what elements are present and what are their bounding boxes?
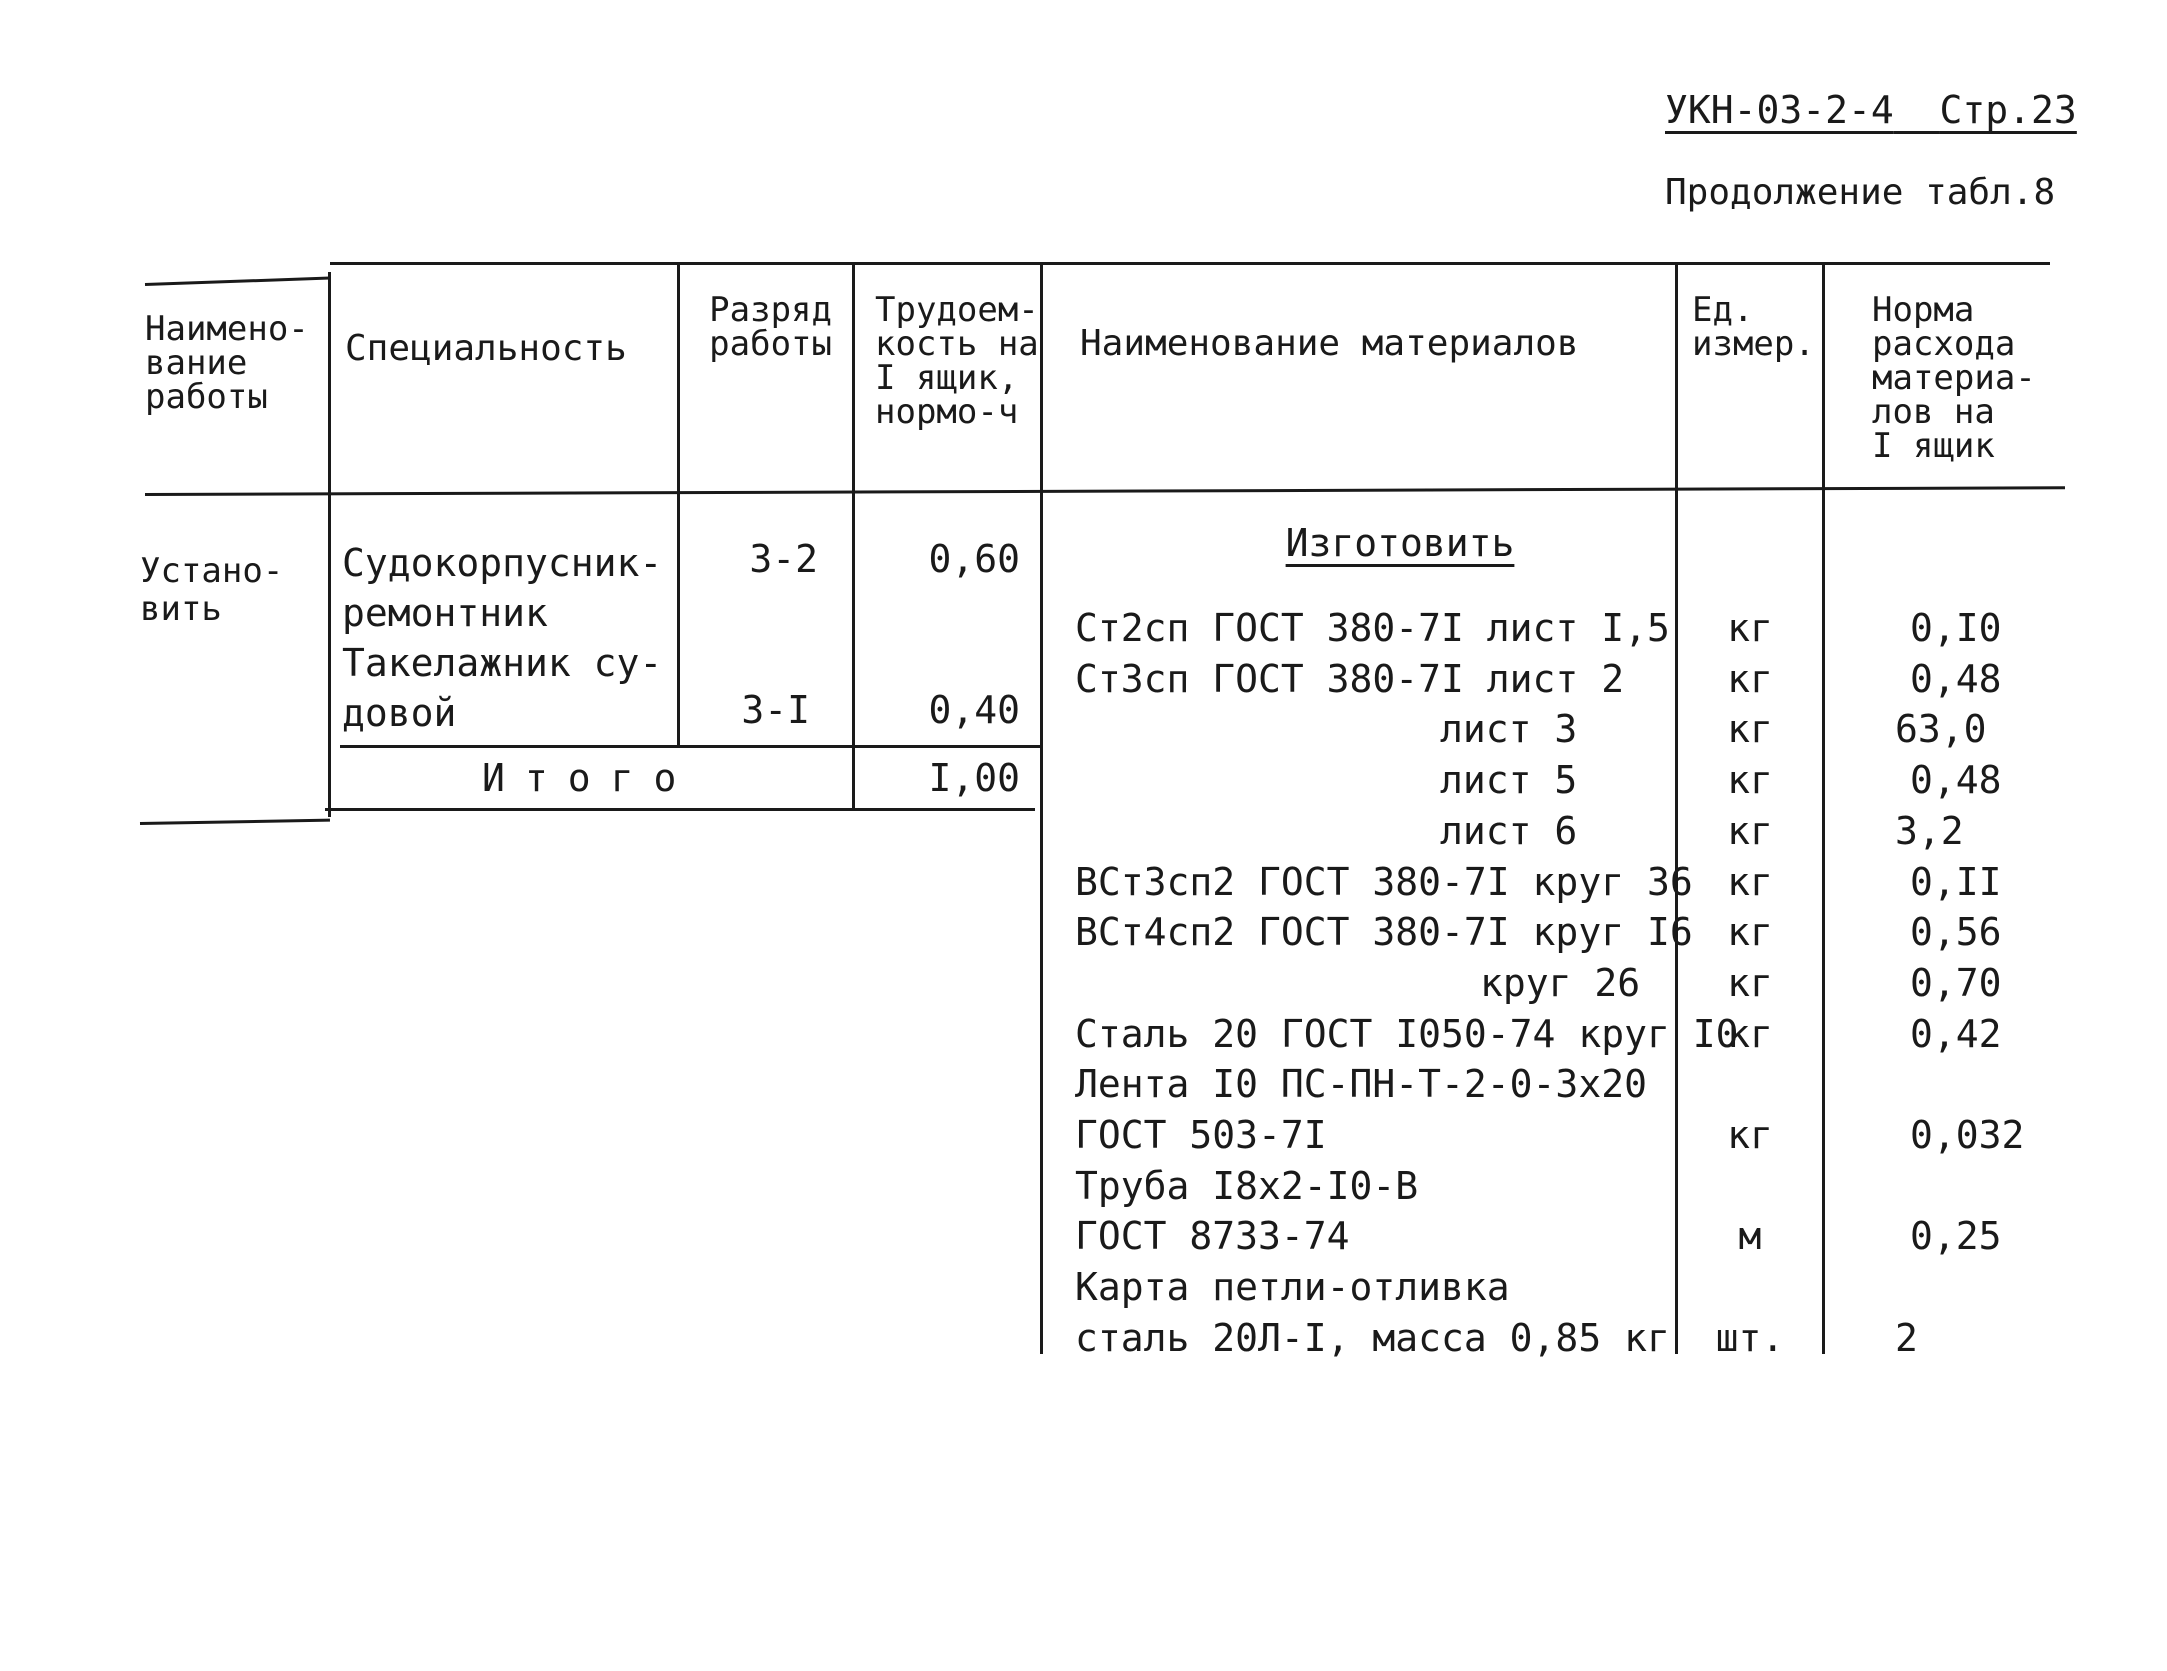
- material-name: лист 6: [1440, 809, 1578, 853]
- work-name: Устано- вить: [140, 551, 284, 629]
- work-bottom-border-left: [140, 819, 330, 825]
- material-unit: шт.: [1715, 1316, 1785, 1360]
- specialist-1-labour: 0,60: [928, 537, 1020, 581]
- material-name: ВСт3сп2 ГОСТ 380-7I круг 36: [1075, 860, 1693, 904]
- material-unit: кг: [1727, 758, 1773, 802]
- material-norm: 63,0: [1895, 707, 1987, 751]
- material-unit: кг: [1727, 606, 1773, 650]
- material-name: сталь 20Л-I, масса 0,85 кг: [1075, 1316, 1670, 1360]
- material-name: Ст2сп ГОСТ 380-7I лист I,5: [1075, 606, 1670, 650]
- material-name: Лента I0 ПС-ПН-Т-2-0-3х20: [1075, 1062, 1647, 1106]
- table-top-border-left: [145, 277, 330, 286]
- material-name: ГОСТ 503-7I: [1075, 1113, 1327, 1157]
- total-bottom-border: [325, 808, 1035, 811]
- material-name: лист 3: [1440, 707, 1578, 751]
- material-norm: 3,2: [1895, 809, 1964, 853]
- material-norm: 0,56: [1910, 910, 2002, 954]
- material-unit: кг: [1727, 1113, 1773, 1157]
- material-unit: кг: [1727, 860, 1773, 904]
- material-norm: 0,032: [1910, 1113, 2025, 1157]
- total-label: Итого: [482, 756, 697, 800]
- col-divider-5: [1675, 262, 1678, 1354]
- col-divider-4: [1040, 262, 1043, 1354]
- header-speciality: Специальность: [345, 328, 627, 369]
- material-unit: кг: [1727, 809, 1773, 853]
- material-name: ВСт4сп2 ГОСТ 380-7I круг I6: [1075, 910, 1693, 954]
- col-divider-3: [852, 262, 855, 810]
- specialist-2-name: Такелажник су- довой: [342, 641, 663, 735]
- table-continuation-label: Продолжение табл.8: [1665, 172, 2056, 213]
- specialist-2-labour: 0,40: [928, 688, 1020, 732]
- material-unit: кг: [1727, 1012, 1773, 1056]
- material-norm: 0,70: [1910, 961, 2002, 1005]
- material-unit: кг: [1727, 657, 1773, 701]
- header-labour: Трудоем- кость на I ящик, нормо-ч: [875, 290, 1039, 432]
- header-unit: Ед. измер.: [1692, 290, 1815, 364]
- table-top-border: [330, 262, 2050, 265]
- header-grade: Разряд работы: [709, 290, 832, 364]
- material-norm: 0,48: [1910, 657, 2002, 701]
- material-name: круг 26: [1480, 961, 1641, 1005]
- material-name: ГОСТ 8733-74: [1075, 1214, 1350, 1258]
- material-norm: 0,48: [1910, 758, 2002, 802]
- col-divider-1: [328, 272, 331, 817]
- material-name: Труба I8х2-I0-В: [1075, 1164, 1419, 1208]
- material-name: Сталь 20 ГОСТ I050-74 круг I0: [1075, 1012, 1739, 1056]
- document-code: УКН-03-2-4 Стр.23: [1665, 88, 2077, 132]
- material-norm: 0,I0: [1910, 606, 2002, 650]
- material-unit: кг: [1727, 961, 1773, 1005]
- header-work-name: Наимено- вание работы: [145, 309, 309, 417]
- material-unit: кг: [1727, 707, 1773, 751]
- material-norm: 2: [1895, 1316, 1918, 1360]
- material-name: лист 5: [1440, 758, 1578, 802]
- header-norm: Норма расхода материа- лов на I ящик: [1872, 290, 2036, 466]
- header-materials: Наименование материалов: [1080, 323, 1579, 364]
- total-value: I,00: [928, 756, 1020, 800]
- material-name: Ст3сп ГОСТ 380-7I лист 2: [1075, 657, 1625, 701]
- specialist-1-name: Судокорпусник- ремонтник: [342, 541, 663, 635]
- material-unit: м: [1738, 1214, 1762, 1258]
- total-top-border: [340, 745, 1040, 748]
- header-bottom-border: [145, 486, 2065, 496]
- material-norm: 0,42: [1910, 1012, 2002, 1056]
- col-divider-6: [1822, 262, 1825, 1354]
- material-unit: кг: [1727, 910, 1773, 954]
- specialist-1-grade: 3-2: [749, 537, 818, 581]
- material-norm: 0,25: [1910, 1214, 2002, 1258]
- material-name: Карта петли-отливка: [1075, 1265, 1510, 1309]
- col-divider-2: [677, 262, 680, 747]
- material-norm: 0,II: [1910, 860, 2002, 904]
- specialist-2-grade: 3-I: [741, 688, 810, 732]
- materials-section-title: Изготовить: [1285, 521, 1515, 565]
